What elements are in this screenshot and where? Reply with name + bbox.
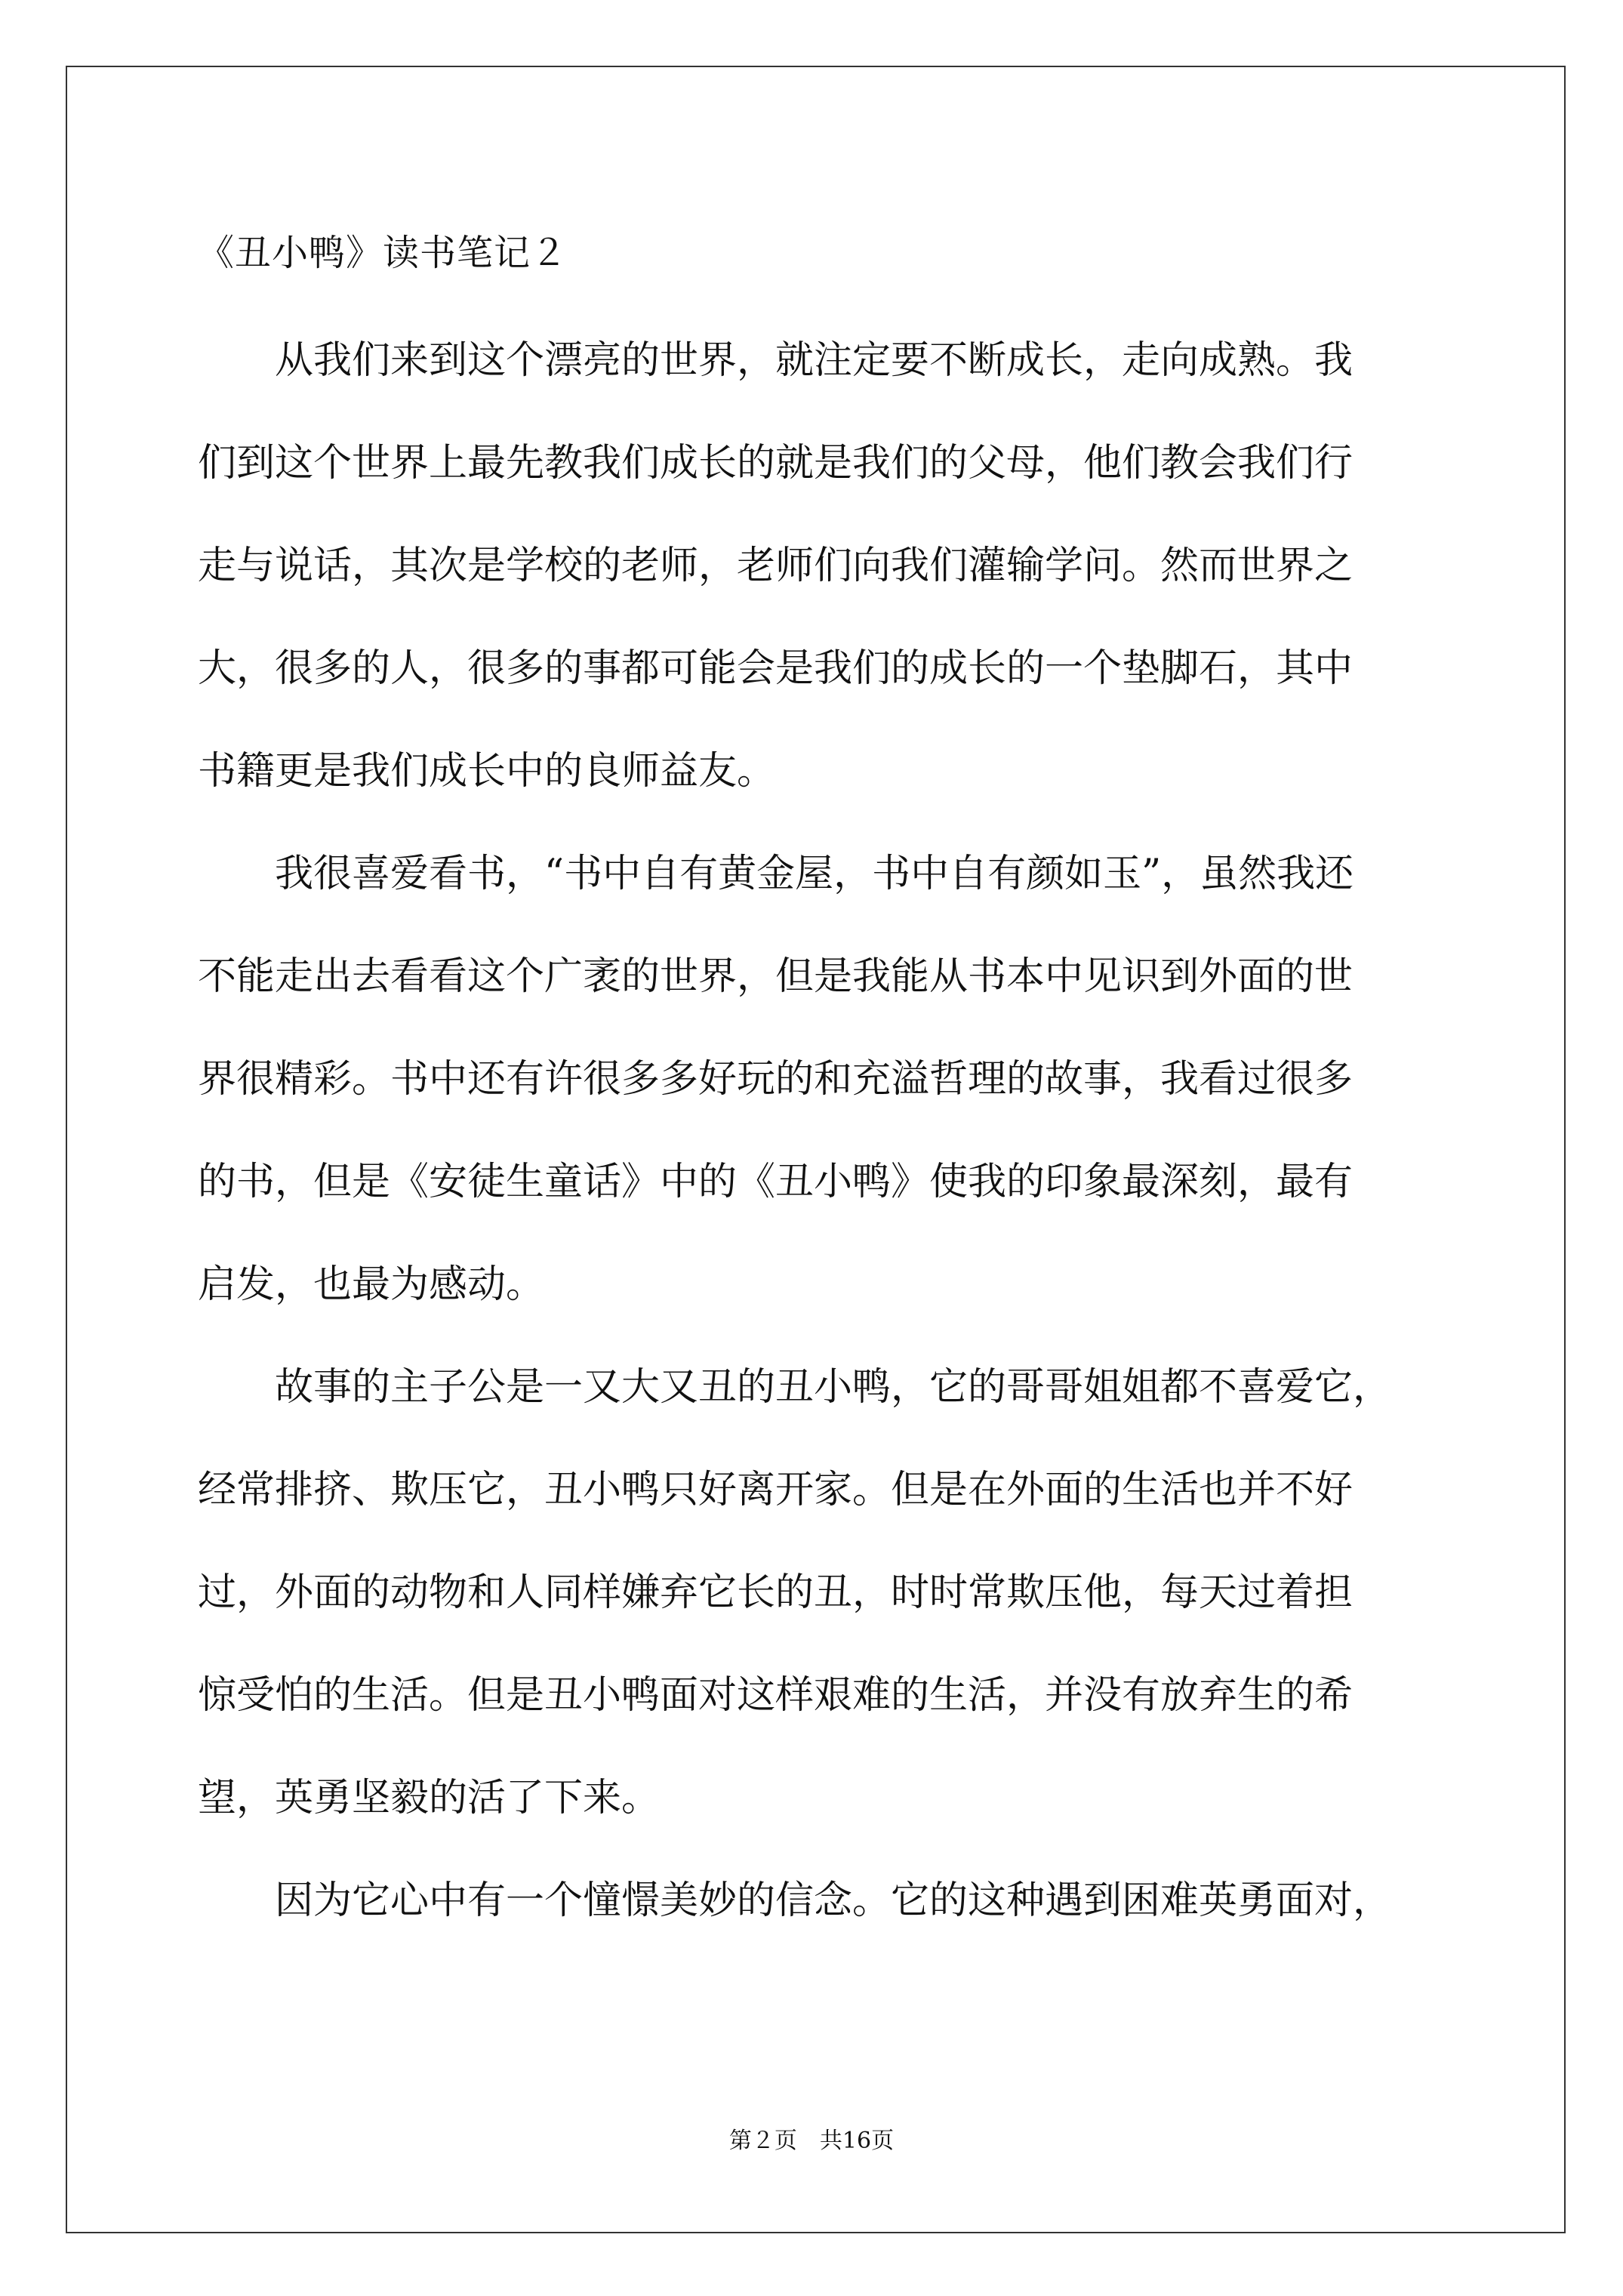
body-text <box>198 338 1433 1981</box>
text-line: 界很精彩。书中还有许很多多好玩的和充溢哲理的故事，我看过很多 <box>198 1057 1354 1102</box>
page-footer <box>0 2126 1623 2156</box>
text-line: 因为它心中有一个憧憬美妙的信念。它的这种遇到困难英勇面对， <box>198 1878 1392 1923</box>
text-line: 过，外面的动物和人同样嫌弃它长的丑，时时常欺压他，每天过着担 <box>198 1570 1354 1615</box>
text-line: 故事的主子公是一又大又丑的丑小鸭，它的哥哥姐姐都不喜爱它， <box>198 1365 1392 1410</box>
text-line: 不能走出去看看这个广袤的世界，但是我能从书本中见识到外面的世 <box>198 954 1354 999</box>
text-line: 启发，也最为感动。 <box>198 1262 545 1307</box>
text-line: 的书，但是《安徒生童话》中的《丑小鸭》使我的印象最深刻，最有 <box>198 1160 1354 1204</box>
text-line: 从我们来到这个漂亮的世界，就注定要不断成长，走向成熟。我 <box>198 338 1354 383</box>
page-total: 共16页 <box>819 2128 895 2154</box>
text-line: 们到这个世界上最先教我们成长的就是我们的父母，他们教会我们行 <box>198 441 1354 485</box>
text-line: 走与说话，其次是学校的老师，老师们向我们灌输学问。然而世界之 <box>198 544 1354 588</box>
document-title: 《丑小鸭》读书笔记２ <box>198 232 568 274</box>
text-line: 我很喜爱看书，“书中自有黄金屋，书中自有颜如玉”，虽然我还 <box>198 852 1354 896</box>
text-line: 书籍更是我们成长中的良师益友。 <box>198 749 776 794</box>
text-line: 惊受怕的生活。但是丑小鸭面对这样艰难的生活，并没有放弃生的希 <box>198 1673 1354 1718</box>
text-line: 望，英勇坚毅的活了下来。 <box>198 1776 661 1820</box>
text-line: 大，很多的人，很多的事都可能会是我们的成长的一个垫脚石，其中 <box>198 646 1354 691</box>
page-number: 第２页 <box>728 2128 797 2154</box>
text-line: 经常排挤、欺压它，丑小鸭只好离开家。但是在外面的生活也并不好 <box>198 1468 1354 1512</box>
